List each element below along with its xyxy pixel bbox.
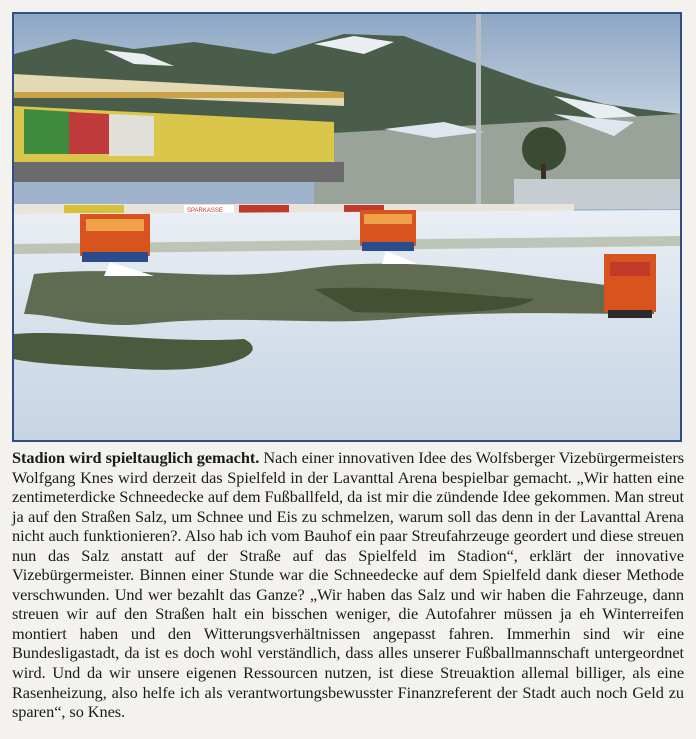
- ad-board-sparkasse: SPARKASSE: [187, 208, 223, 214]
- article-body: Nach einer innovativen Idee des Wolfsberger Vizebürgermeisters Wolfgang Knes wird derzeit das Spielfeld in der Lavanttal Arena bespielbar gemacht. „Wir hatten eine zentimeterdicke Schneedecke auf dem Fußballfeld, da ist mir die zündende Idee gekommen. Man streut ja auf den Straßen Salz, um Schnee und Eis zu schmelzen, warum soll das denn in der Lavanttal Arena nicht auch funktionieren?. Also hab ich vom Bauhof ein paar Streufahrzeuge geordert und diese streuen nun das Salz anstatt auf der Straße auf das Spielfeld im Stadion“, erklärt der innovative Vizebürgermeister. Binnen einer Stunde war die Schneedecke auf dem Spielfeld dank dieser Methode verschwunden. Und wer bezahlt das Ganze? „Wir haben das Salz und wir haben die Fahrzeuge, dann streuen wir auf den Straßen halt ein bisschen weniger, die Autofahrer müssen ja eh Winterreifen montiert haben und den Witterungsverhältnissen angepasst fahren. Immerhin sind wir eine Bundesligastadt, da ist es doch wohl verständlich, dass alles unserer Fußballmannschaft untergeordnet wird. Und da wir unsere eigenen Ressourcen nutzen, ist diese Streuaktion allemal billiger, als eine Rasenheizung, also helfe ich als verantwortungsbewusster Finanzreferent der Stadt auch noch Geld zu sparen“, so Knes.: [12, 448, 684, 722]
- article-headline: Stadion wird spieltauglich gemacht.: [12, 448, 260, 467]
- stadium-photo: [12, 12, 682, 442]
- stadium-photo-illustration: [14, 14, 680, 440]
- salt-spreader-truck: [604, 254, 656, 318]
- floodlight-pole: [476, 14, 481, 204]
- article-text: [12, 448, 684, 722]
